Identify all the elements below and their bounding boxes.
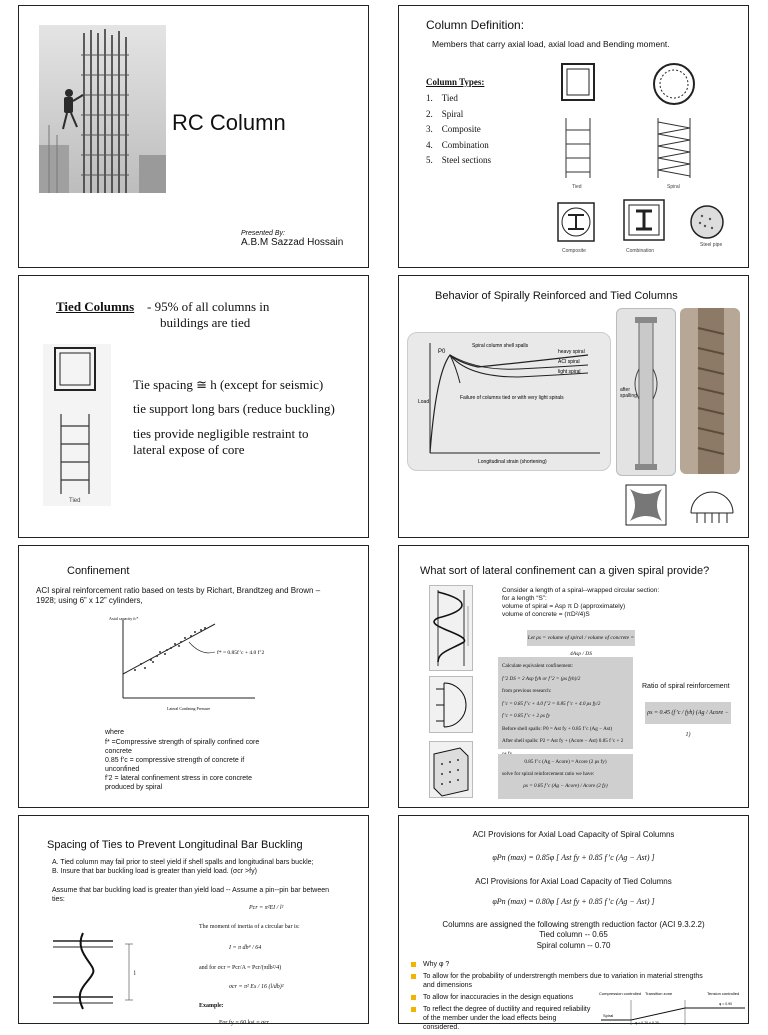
spiral-length-figure <box>429 585 473 671</box>
formula-line: and for σcr = Pcr/A = Pcr/(πdb²/4) <box>199 965 282 971</box>
chart-label: Transition zone <box>645 991 673 996</box>
condition-line-a: A. Tied column may fail prior to steel yield if shell spalls and longitudinal bars buckle; <box>52 859 314 866</box>
derivation-line: ρs = 0.85 f’c (Ag − Acore) / Acore (2 fy) <box>523 783 608 789</box>
tied-factor: Tied column -- 0.65 <box>539 930 608 939</box>
bar-length-label: l <box>134 971 136 977</box>
column-types-list <box>426 93 491 171</box>
ratio-equation-box: ρs = 0.45 (f’c / fyh) (Ag / Acore − 1) <box>645 702 731 724</box>
slide-title: RC Column <box>172 110 286 135</box>
author-name: A.B.M Sazzad Hossain <box>241 237 344 248</box>
spiral-provision-eq: φPn (max) = 0.85φ [ Ast fy + 0.85 f’c (Ag − Ast) ] <box>492 853 655 862</box>
where-note-2: 0.85 f’c = compressive strength of concrete if unconfined <box>105 757 245 773</box>
bar-buckling-figure <box>49 931 151 1011</box>
consider-text <box>502 587 702 619</box>
graph-label: light spiral <box>558 369 581 375</box>
chart-label: Spiral <box>603 1013 614 1018</box>
derivation-line: f’2 DS = 2 Asp fyh or f’2 = (ρs fyh)/2 <box>502 675 581 682</box>
graph-label: Failure of columns tied or with very light spirals <box>460 395 564 401</box>
slide-title: Spacing of Ties to Prevent Longitudinal Bar Buckling <box>47 839 303 851</box>
chart-label: φ = 0.70 + 0.20... <box>635 1021 662 1025</box>
solve-ratio-box <box>498 754 633 799</box>
list-item: To allow for inaccuracies in the design equations <box>409 993 593 1002</box>
slide-rc-column-title <box>18 5 369 268</box>
phi-variation-chart <box>595 990 747 1025</box>
definition-text: Members that carry axial load, axial load and Bending moment. <box>432 39 670 49</box>
plot-ylabel: Axial capacity fc* <box>109 616 139 621</box>
chart-label: φ = 0.90 <box>719 1002 733 1006</box>
list-item: To allow for the probability of understrength members due to variation in material strengths and dimensions <box>409 972 709 990</box>
confinement-text: ACI spiral reinforcement ratio based on tests by Richart, Brandtzeg and Brown – 1928; using 6” x 12” cylinders, <box>36 586 321 605</box>
graph-label: Spiral column shell spalls <box>472 343 529 349</box>
slide-lateral-confinement <box>398 545 749 808</box>
derivation-line: solve for spiral reinforcement ratio we have: <box>502 771 595 777</box>
ratio-label: Ratio of spiral reinforcement <box>642 683 730 690</box>
tied-column-figure <box>43 344 111 506</box>
construction-photo <box>39 25 166 193</box>
list-item: To reflect the degree of ductility and required reliability of the member under the load effects being considered. <box>409 1005 593 1032</box>
equivalent-confinement-box <box>498 657 633 749</box>
derivation-line: f’c = 0.85 f’c + 2 ρs fy <box>502 713 550 719</box>
derivation-line: from previous research: <box>502 688 552 694</box>
consider-line: Consider a length of a spiral--wrapped circular section: <box>502 587 660 594</box>
consider-line: volume of concrete = (πD²/4)S <box>502 611 590 618</box>
chart-label: Tension controlled <box>707 991 740 996</box>
fig-label-steel-pipe: Steel pipe <box>700 242 723 248</box>
derivation-line: Before shell spalls: P0 = Ast fy + 0.85 f’c (Ag − Ast) <box>502 725 613 732</box>
list-item: Why φ ? <box>409 960 709 969</box>
tied-percentage-line1: - 95% of all columns in <box>147 299 270 314</box>
types-heading: Column Types: <box>426 77 485 87</box>
spiral-factor: Spiral column -- 0.70 <box>536 941 611 950</box>
derivation-line: f’c = 0.85 f’c + 4.0 f’2 = 0.85 f’c + 4.0 ρs fy/2 <box>502 700 601 707</box>
derivation-line: Calculate equivalent confinement: <box>502 663 574 669</box>
formula-line: σcr = π² Es / 16 (l/db)² <box>229 984 284 990</box>
spiral-provision-title: ACI Provisions for Axial Load Capacity of Spiral Columns <box>472 830 675 839</box>
slide-column-definition <box>398 5 749 268</box>
tied-percentage-line2: buildings are tied <box>160 315 251 330</box>
tied-provision-eq: φPn (max) = 0.80φ [ Ast fy + 0.85 f’c (Ag − Ast) ] <box>492 897 655 906</box>
spiral-column-photo <box>680 308 740 474</box>
slide-title: Behavior of Spirally Reinforced and Tied Columns <box>435 290 678 302</box>
plot-equation: f* = 0.85f’c + 4.0 f’2 <box>217 650 265 656</box>
core-3d-figure <box>429 741 473 798</box>
fig-label-composite: Composite <box>562 248 586 254</box>
graph-label: heavy spiral <box>558 349 585 355</box>
presented-by-label: Presented By: <box>241 230 285 237</box>
chart-label: Compression controlled <box>599 991 642 996</box>
column-test-photo <box>616 308 676 476</box>
slide-confinement <box>18 545 369 808</box>
consider-line: volume of spiral = Asp π D (approximately) <box>502 603 626 610</box>
tie-point-2: tie support long bars (reduce buckling) <box>133 401 335 416</box>
tied-provision-title: ACI Provisions for Axial Load Capacity of Tied Columns <box>475 877 672 886</box>
where-note-3: f’2 = lateral confinement stress in core concrete produced by spiral <box>105 775 253 791</box>
graph-xlabel: Longitudinal strain (shortening) <box>478 459 547 465</box>
slide-title: Confinement <box>67 565 130 577</box>
formula-line: For fy = 60 ksi = σcr <box>219 1020 269 1026</box>
graph-label: ACI spiral <box>558 359 580 365</box>
spiral-section-icon <box>687 483 737 527</box>
confinement-plot <box>105 612 273 714</box>
formula-line: The moment of inertia of a circular bar is: <box>199 924 300 930</box>
slide-title: What sort of lateral confinement can a given spiral provide? <box>420 565 710 577</box>
fig-label-tied: Tied <box>69 498 81 504</box>
tie-point-3: ties provide negligible restraint to lateral expose of core <box>133 426 309 457</box>
reduction-factor-text: Columns are assigned the following strength reduction factor (ACI 9.3.2.2) <box>442 920 705 929</box>
rho-definition-box: Let ρs = volume of spiral / volume of concrete = 4Asp / DS <box>527 630 635 646</box>
slide-tied-columns <box>18 275 369 538</box>
where-note-1: f* =Compressive strength of spirally confined core concrete <box>105 739 260 755</box>
slide-title: Column Definition: <box>426 18 525 32</box>
tied-columns-heading: Tied Columns <box>56 299 135 314</box>
fig-label-spiral: Spiral <box>667 184 680 190</box>
tie-point-1: Tie spacing ≅ h (except for seismic) <box>133 377 324 392</box>
formula-line: I = π db⁴ / 64 <box>229 945 262 951</box>
confinement-section-icon <box>624 483 668 527</box>
formula-line: Pcr = π²EI / l² <box>249 905 284 911</box>
condition-line-b: B. Insure that bar buckling load is greater than yield load. (σcr >fy) <box>52 868 257 875</box>
slide-aci-provisions <box>398 815 749 1031</box>
column-types-figure <box>554 58 744 263</box>
list-item: 4. Combination <box>426 139 489 150</box>
list-item: 5. Steel sections <box>426 155 491 165</box>
list-item: 2. Spiral <box>426 108 464 119</box>
assume-text: Assume that bar buckling load is greater than yield load -- Assume a pin--pin bar between ties: <box>52 887 330 903</box>
list-item: 1. Tied <box>426 93 458 103</box>
plot-xlabel: Lateral Confining Pressure <box>167 706 211 711</box>
derivation-line: 0.85 f’c (Ag − Acore) = Acore (2 ρs fy) <box>524 759 607 765</box>
consider-line: for a length “S”: <box>502 595 547 602</box>
after-spalling-label: after spalling <box>620 387 637 399</box>
list-item: 3. Composite <box>426 124 481 134</box>
derivation-line: After shell spalls: P2 = Ast fy + (Acore − Ast) 0.85 f’c + 2 <box>502 738 624 744</box>
slide-tie-spacing <box>18 815 369 1024</box>
fig-label-combination: Combination <box>626 248 655 254</box>
slide-spiral-behavior <box>398 275 749 538</box>
graph-ylabel: Load <box>418 399 430 405</box>
load-strain-graph <box>407 332 611 471</box>
where-label: where <box>105 729 125 736</box>
fig-label-tied: Tied <box>572 184 582 190</box>
half-section-figure <box>429 676 473 733</box>
formula-line: Example: <box>199 1003 224 1009</box>
graph-p0: P0 <box>438 349 446 355</box>
